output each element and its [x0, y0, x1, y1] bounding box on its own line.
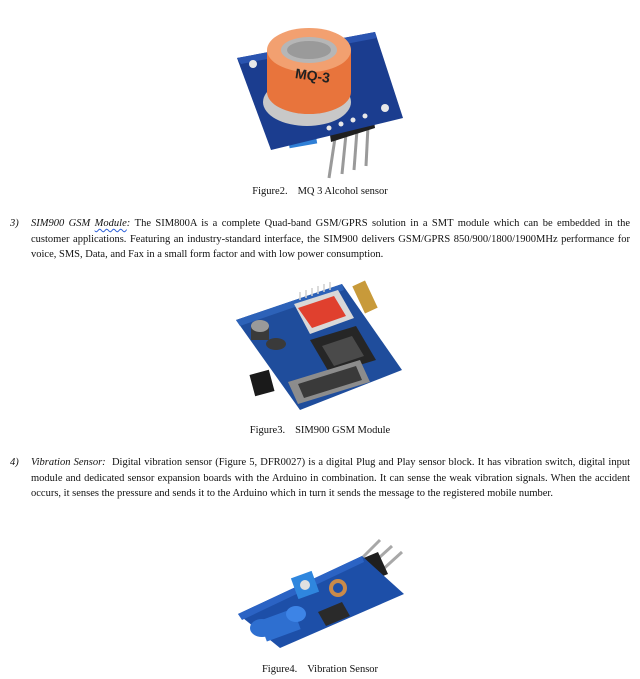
mq3-label: MQ-3 — [294, 65, 332, 86]
item-3-paragraph — [10, 216, 630, 263]
list-marker: 3) — [10, 218, 19, 229]
figure-3-caption: Figure3. SIM900 GSM Module — [249, 425, 391, 436]
mq3-sensor-image — [225, 10, 415, 182]
item-3-heading: SIM900 GSM Module: — [31, 218, 135, 229]
item-4-paragraph — [10, 455, 630, 502]
sim900-module-image — [230, 278, 408, 420]
vibration-sensor-image — [232, 530, 408, 650]
item-4-heading: Vibration Sensor: — [31, 457, 106, 468]
list-marker: 4) — [10, 457, 19, 468]
item-3-body: The SIM800A is a complete Quad-band GSM/GPRS solution in a SMT module which can be embedded in the customer applications. Featuring an industry-standard interface, the SIM900 delivers GSM/GPRS 850/900/1800/1900MHz performance for voice, SMS, Data, and Fax in a small form factor and with low power consumption. — [31, 218, 631, 260]
figure-4-caption: Figure4. Vibration Sensor — [261, 664, 379, 675]
item-4-body: Digital vibration sensor (Figure 5, DFR0027) is a digital Plug and Play sensor block. It has vibration switch, digital input module and dedicated sensor expansion boards with the Arduino in combination. It can sense the weak vibration signals. When the accident occurs, it senses the pressure and sends it to the Arduino which in turn it sends the message to the registered mobile number. — [31, 457, 630, 499]
figure-2-caption: Figure2. MQ 3 Alcohol sensor — [252, 186, 388, 197]
